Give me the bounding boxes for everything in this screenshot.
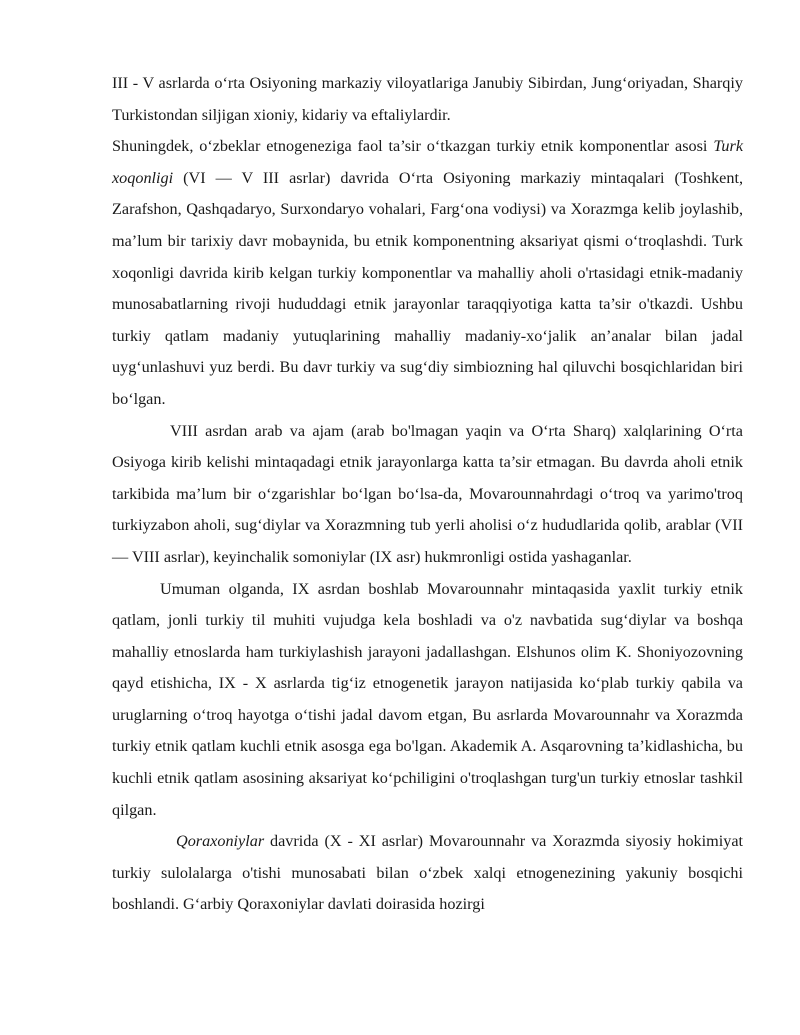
paragraph-5: [112, 826, 743, 921]
paragraph-2: [112, 131, 743, 415]
paragraph-4-text: Umuman olganda, IX asrdan boshlab Movarounnahr mintaqasida yaxlit turkiy etnik qatlam, jonli turkiy til muhiti vujudga kela boshladi va o'z navbatida sug‘diylar va boshqa mahalliy etnoslarda ham turkiylashish jarayoni jadallashgan. Elshunos olim K. Shoniyozovning qayd etishicha, IX - X asrlarda tig‘iz etnogenetik jarayon natijasida ko‘plab turkiy qabila va uruglarning o‘troq hayotga o‘tishi jadal davom etgan, Bu asrlarda Movarounnahr va Xorazmda turkiy etnik qatlam kuchli etnik asosga ega bo'lgan. Akademik A. Asqarovning ta’kidlashicha, bu kuchli etnik qatlam asosining aksariyat ko‘pchiligini o'troqlashgan turg'un turkiy etnoslar tashkil qilgan.: [112, 579, 743, 819]
paragraph-1: [112, 68, 743, 131]
paragraph-2-italic-term: Turk xoqonligi: [112, 137, 743, 187]
paragraph-4: [112, 574, 743, 827]
paragraph-5-text-after: davrida (X - XI asrlar) Movarounnahr va Xorazmda siyosiy hokimiyat turkiy sulolalarga o'tishi munosabati bilan o‘zbek xalqi etnogenezining yakuniy bosqichi boshlandi. G‘arbiy Qoraxoniylar davlati doirasida hozirgi: [112, 832, 743, 914]
paragraph-3-text: VIII asrdan arab va ajam (arab bo'lmagan yaqin va O‘rta Sharq) xalqlarining O‘rta Osiyoga kirib kelishi mintaqadagi etnik jarayonlarga katta ta’sir etmagan. Bu davrda aholi etnik tarkibida ma’lum bir o‘zgarishlar bo‘lgan bo‘lsa-da, Movarounnahrdagi o‘troq va yarimo'troq turkiyzabon aholi, sug‘diylar va Xorazmning tub yerli aholisi o‘z hududlarida qolib, arablar (VII — VIII asrlar), keyinchalik somoniylar (IX asr) hukmronligi ostida yashaganlar.: [112, 421, 743, 566]
paragraph-5-italic-term: Qoraxoniylar: [176, 832, 265, 851]
paragraph-2-text-after: (VI — V III asrlar) davrida O‘rta Osiyoning markaziy mintaqalari (Toshkent, Zarafshon, Qashqadaryo, Surxondaryo vohalari, Farg‘ona vodiysi) va Xorazmga kelib joylashib, ma’lum bir tarixiy davr mobaynida, bu etnik komponentning aksariyat qismi o‘troqlashdi. Turk xoqonligi davrida kirib kelgan turkiy komponentlar va mahalliy aholi o'rtasidagi etnik-madaniy munosabatlarning rivoji hududdagi etnik jarayonlar taraqqiyotiga katta ta’sir o'tkazdi. Ushbu turkiy qatlam madaniy yutuqlarining mahalliy madaniy-xo‘jalik an’analar bilan jadal uyg‘unlashuvi yuz berdi. Bu davr turkiy va sug‘diy simbiozning hal qiluvchi bosqichlaridan biri bo‘lgan.: [112, 168, 743, 408]
paragraph-3: [112, 416, 743, 574]
document-page: [112, 68, 743, 921]
paragraph-2-text-before: Shuningdek, o‘zbeklar etnogeneziga faol ta’sir o‘tkazgan turkiy etnik komponentlar asosi: [112, 137, 714, 156]
paragraph-1-text: III - V asrlarda o‘rta Osiyoning markaziy viloyatlariga Janubiy Sibirdan, Jung‘oriyadan, Sharqiy Turkistondan siljigan xioniy, kidariy va eftaliylardir.: [112, 74, 743, 124]
